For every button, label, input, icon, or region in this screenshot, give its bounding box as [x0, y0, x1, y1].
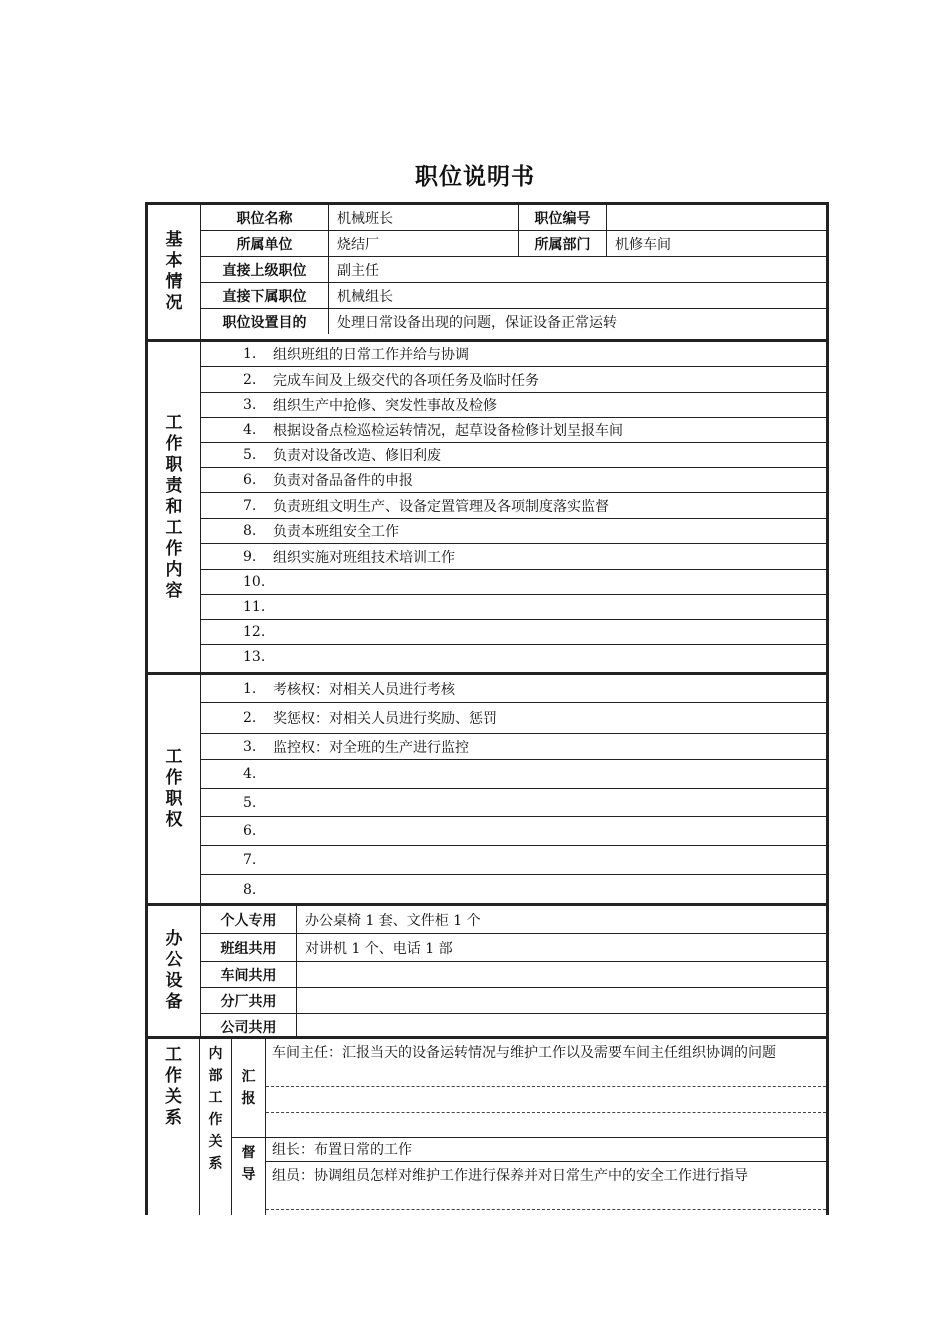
duty-item — [201, 443, 826, 468]
authority-item-number: 7. — [243, 852, 257, 868]
purpose-label: 职位设置目的 — [201, 309, 329, 334]
duty-item-number: 2. — [243, 371, 257, 388]
duty-item-number: 9. — [243, 548, 257, 565]
duty-item — [201, 367, 826, 393]
authority-item-text: 监控权：对全班的生产进行监控 — [273, 739, 469, 756]
equipment-label: 分厂共用 — [201, 988, 297, 1013]
duty-item-number: 13. — [243, 649, 266, 665]
subordinate-value: 机械组长 — [337, 288, 393, 305]
equipment-label: 公司共用 — [201, 1014, 297, 1039]
equipment-row — [201, 906, 826, 934]
duty-item-number: 11. — [243, 599, 266, 615]
authority-item — [201, 789, 826, 817]
duty-item — [201, 595, 826, 620]
position-name-label: 职位名称 — [201, 205, 329, 230]
duty-item — [201, 620, 826, 645]
duty-item-number: 1. — [243, 346, 257, 362]
authority-item — [201, 734, 826, 760]
position-code-label: 职位编号 — [519, 205, 607, 230]
authority-item-number: 5. — [243, 794, 257, 811]
job-description-form — [145, 202, 829, 1215]
report-label: 汇报 — [232, 1039, 266, 1137]
dept-label: 所属部门 — [519, 231, 607, 256]
authority-item-number: 2. — [243, 710, 257, 726]
authority-item — [201, 817, 826, 846]
duty-item-number: 8. — [243, 523, 257, 539]
duty-item-text: 组织实施对班组技术培训工作 — [273, 549, 455, 566]
equipment-label: 车间共用 — [201, 962, 297, 987]
duties-heading: 工作职责和工作内容 — [148, 342, 201, 672]
report-blank-line — [266, 1087, 826, 1113]
duty-item-text: 组织班组的日常工作并给与协调 — [273, 347, 469, 363]
position-name-value: 机械班长 — [329, 205, 519, 230]
duty-item-text: 组织生产中抢修、突发性事故及检修 — [273, 398, 497, 414]
page-title: 职位说明书 — [415, 164, 535, 190]
subordinate-label: 直接下属职位 — [201, 283, 329, 308]
duty-item — [201, 493, 826, 519]
authority-item-text: 考核权：对相关人员进行考核 — [273, 681, 455, 698]
purpose-value: 处理日常设备出现的问题，保证设备正常运转 — [337, 314, 617, 331]
duty-item — [201, 468, 826, 493]
authority-item-number: 6. — [243, 823, 257, 839]
duty-item-number: 7. — [243, 497, 257, 514]
unit-value: 烧结厂 — [329, 231, 519, 256]
duty-item — [201, 393, 826, 418]
equipment-value: 办公桌椅 1 套、文件柜 1 个 — [305, 912, 481, 929]
position-code-value — [607, 205, 826, 230]
duty-item-number: 10. — [243, 574, 266, 590]
basic-info-section — [145, 202, 829, 339]
duty-item-text: 负责对备品备件的申报 — [273, 473, 413, 489]
duty-item — [201, 544, 826, 570]
duty-item-number: 12. — [243, 624, 266, 640]
equipment-row — [201, 988, 826, 1014]
duty-item-number: 4. — [243, 422, 257, 438]
report-text: 车间主任：汇报当天的设备运转情况与维护工作以及需要车间主任组织协调的问题 — [266, 1039, 826, 1087]
relations-section — [145, 1036, 829, 1215]
authority-item-number: 4. — [243, 766, 257, 782]
duty-item-number: 6. — [243, 472, 257, 488]
authority-item — [201, 846, 826, 875]
equipment-value — [297, 962, 826, 987]
duties-section — [145, 339, 829, 672]
duty-item-number: 5. — [243, 447, 257, 463]
superior-value: 副主任 — [337, 262, 379, 279]
unit-label: 所属单位 — [201, 231, 329, 256]
authority-item-number: 1. — [243, 680, 257, 697]
authority-item — [201, 675, 826, 703]
basic-info-heading: 基本情况 — [148, 205, 201, 339]
duty-item-text: 完成车间及上级交代的各项任务及临时任务 — [273, 372, 539, 389]
superior-label: 直接上级职位 — [201, 257, 329, 282]
duty-item-text: 根据设备点检巡检运转情况，起草设备检修计划呈报车间 — [273, 423, 623, 439]
equipment-row — [201, 962, 826, 988]
duty-item — [201, 570, 826, 595]
supervise-line-1: 组长：布置日常的工作 — [266, 1138, 826, 1162]
authority-section — [145, 672, 829, 903]
relations-heading: 工作关系 — [148, 1039, 200, 1215]
equipment-heading: 办公设备 — [148, 906, 201, 1036]
report-blank-line — [266, 1113, 826, 1137]
authority-item-number: 8. — [243, 881, 257, 898]
equipment-value — [297, 988, 826, 1013]
equipment-section — [145, 903, 829, 1036]
duty-item-text: 负责班组文明生产、设备定置管理及各项制度落实监督 — [273, 498, 609, 515]
equipment-value: 对讲机 1 个、电话 1 部 — [305, 940, 453, 957]
duty-item — [201, 519, 826, 544]
authority-heading: 工作职权 — [148, 675, 201, 903]
authority-item-number: 3. — [243, 738, 257, 755]
authority-item — [201, 703, 826, 734]
duty-item — [201, 645, 826, 669]
authority-item — [201, 875, 826, 904]
equipment-row — [201, 934, 826, 962]
equipment-label: 班组共用 — [201, 934, 297, 961]
duty-item — [201, 418, 826, 443]
duty-item — [201, 342, 826, 367]
equipment-label: 个人专用 — [201, 906, 297, 933]
duty-item-text: 负责本班组安全工作 — [273, 524, 399, 540]
authority-item-text: 奖惩权：对相关人员进行奖励、惩罚 — [273, 711, 497, 727]
supervise-line-2: 组员：协调组员怎样对维护工作进行保养并对日常生产中的安全工作进行指导 — [266, 1162, 826, 1210]
internal-relations-label: 内部工作关系 — [200, 1039, 232, 1215]
duty-item-text: 负责对设备改造、修旧利废 — [273, 448, 441, 464]
duty-item-number: 3. — [243, 397, 257, 413]
authority-item — [201, 760, 826, 789]
dept-value: 机修车间 — [615, 236, 671, 253]
supervise-label: 督导 — [232, 1138, 266, 1215]
